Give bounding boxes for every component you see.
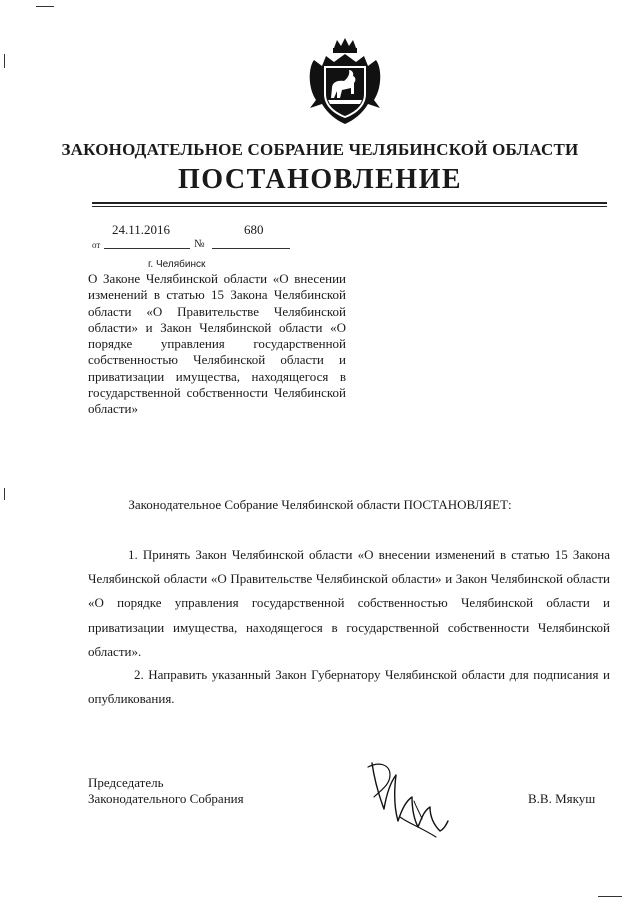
scan-artifact: [36, 6, 54, 7]
header-divider: [92, 206, 607, 207]
date-underline: [104, 248, 190, 249]
chelyabinsk-coat-of-arms-icon: [306, 38, 384, 128]
document-type: ПОСТАНОВЛЕНИЕ: [177, 164, 463, 195]
city-label: г. Челябинск: [148, 259, 206, 270]
document-subject: О Законе Челябинской области «О внесении изменений в статью 15 Закона Челябинской области «О Правительстве Челябинской области» и Закон Челябинской области «О порядке управления государственной собственностью Челябинской области и приватизации имущества, находящегося в государственной собственности Челябинской области»: [88, 271, 346, 417]
signatory-title: Законодательного Собрания: [88, 791, 244, 806]
organization-title: ЗАКОНОДАТЕЛЬНОЕ СОБРАНИЕ ЧЕЛЯБИНСКОЙ ОБЛАСТИ: [61, 140, 579, 159]
signatory-name: В.В. Мякуш: [528, 791, 596, 806]
number-underline: [212, 248, 290, 249]
document-date: 24.11.2016: [112, 222, 171, 237]
handwritten-signature-icon: [360, 757, 460, 842]
decree-item-2: 2. Направить указанный Закон Губернатору Челябинской области для подписания и опубликования.: [88, 667, 610, 707]
document-number: 680: [244, 222, 264, 237]
scan-artifact: [598, 896, 622, 897]
decree-item-1: 1. Принять Закон Челябинской области «О внесении изменений в статью 15 Закона Челябинской области «О Правительстве Челябинской области» и Закон Челябинской области «О порядке управления государственной собственностью Челябинской области и приватизации имущества, находящегося в государственной собственности Челябинской области».: [88, 547, 610, 659]
date-label: от: [92, 240, 101, 250]
decree-statement: Законодательное Собрание Челябинской области ПОСТАНОВЛЯЕТ:: [128, 497, 512, 512]
number-label: №: [194, 238, 205, 250]
signatory-title: Председатель: [88, 775, 164, 790]
scan-artifact: [4, 54, 5, 68]
header-divider: [92, 202, 607, 204]
